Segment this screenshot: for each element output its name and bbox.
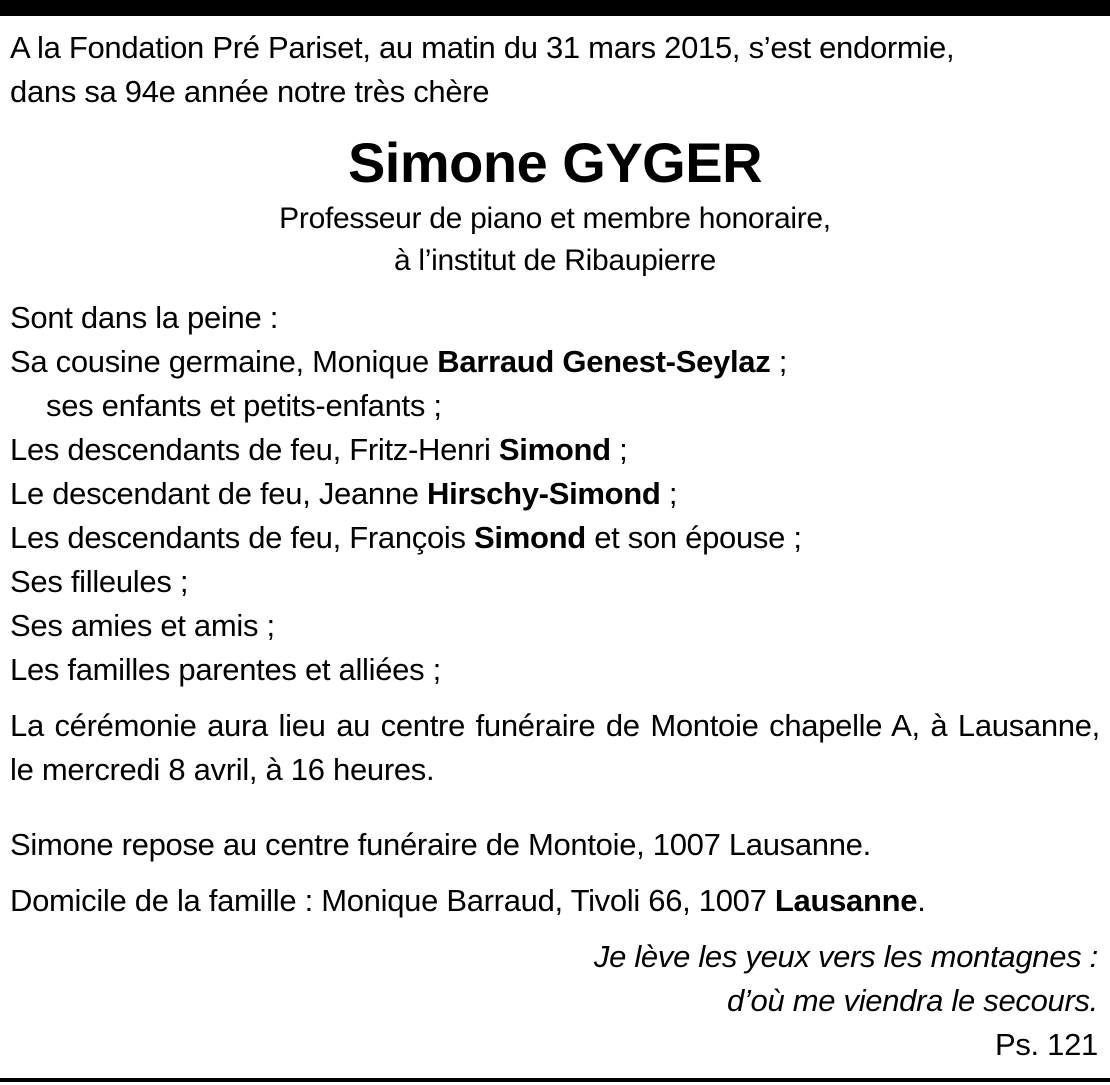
mourner-descendants-3-name: Simond: [474, 520, 586, 555]
ceremony-details: La cérémonie aura lieu au centre funéraire de Montoie chapelle A, à Lausanne, le mercredi 8 avril, à 16 heures.: [10, 708, 1100, 787]
mourner-descendants-3: [10, 516, 1100, 560]
mourner-descendants-3-suffix: et son épouse ;: [585, 520, 802, 555]
psalm-quote-line-1: Je lève les yeux vers les montagnes :: [593, 939, 1098, 974]
mourners-list: [10, 296, 1100, 692]
deceased-name: Simone GYGER: [347, 131, 763, 194]
deceased-role: [10, 198, 1100, 282]
psalm-reference: Ps. 121: [994, 1027, 1098, 1062]
mourner-descendants-1-prefix: Les descendants de feu, Fritz-Henri: [10, 432, 499, 467]
role-line-2: à l’institut de Ribaupierre: [393, 244, 717, 277]
mourner-descendants-1-name: Simond: [498, 432, 611, 467]
mourner-descendant-2-suffix: ;: [660, 476, 678, 511]
family-domicile-city: Lausanne: [774, 883, 918, 918]
resting-place: Simone repose au centre funéraire de Montoie, 1007 Lausanne.: [10, 827, 871, 862]
mourner-friends: Ses amies et amis ;: [10, 608, 275, 643]
role-line-1: Professeur de piano et membre honoraire,: [279, 202, 831, 235]
psalm-quote: [10, 935, 1100, 1023]
mourner-descendants-3-prefix: Les descendants de feu, François: [10, 520, 475, 555]
mourner-descendants-1-suffix: ;: [610, 432, 628, 467]
mourner-families: Les familles parentes et alliées ;: [10, 652, 441, 687]
family-domicile-prefix: Domicile de la famille : Monique Barraud, Tivoli 66, 1007: [10, 883, 775, 918]
mourner-godchildren: Ses filleules ;: [10, 564, 189, 599]
family-domicile: [10, 879, 1100, 923]
mourner-descendant-2-name: Hirschy-Simond: [427, 476, 661, 511]
intro-line-1: A la Fondation Pré Pariset, au matin du 31 mars 2015, s’est endormie,: [10, 30, 955, 65]
intro-line-2: dans sa 94e année notre très chère: [10, 74, 490, 109]
death-notice: [10, 26, 1100, 1067]
family-domicile-suffix: .: [917, 883, 926, 918]
mourner-cousin-prefix: Sa cousine germaine, Monique: [10, 344, 438, 379]
mourner-descendant-2: [10, 472, 1100, 516]
mourner-cousin-name: Barraud Genest-Seylaz: [437, 344, 771, 379]
mourner-descendant-2-prefix: Le descendant de feu, Jeanne: [10, 476, 428, 511]
mourners-heading: Sont dans la peine :: [10, 300, 279, 335]
psalm-quote-line-2: d’où me viendra le secours.: [727, 983, 1098, 1018]
mourner-cousin: [10, 340, 1100, 384]
mourner-cousin-suffix: ;: [770, 344, 788, 379]
top-border-rule: [0, 0, 1110, 16]
bottom-border-rule: [0, 1078, 1110, 1082]
mourner-cousin-children: ses enfants et petits-enfants ;: [46, 388, 442, 423]
mourner-descendants-1: [10, 428, 1100, 472]
